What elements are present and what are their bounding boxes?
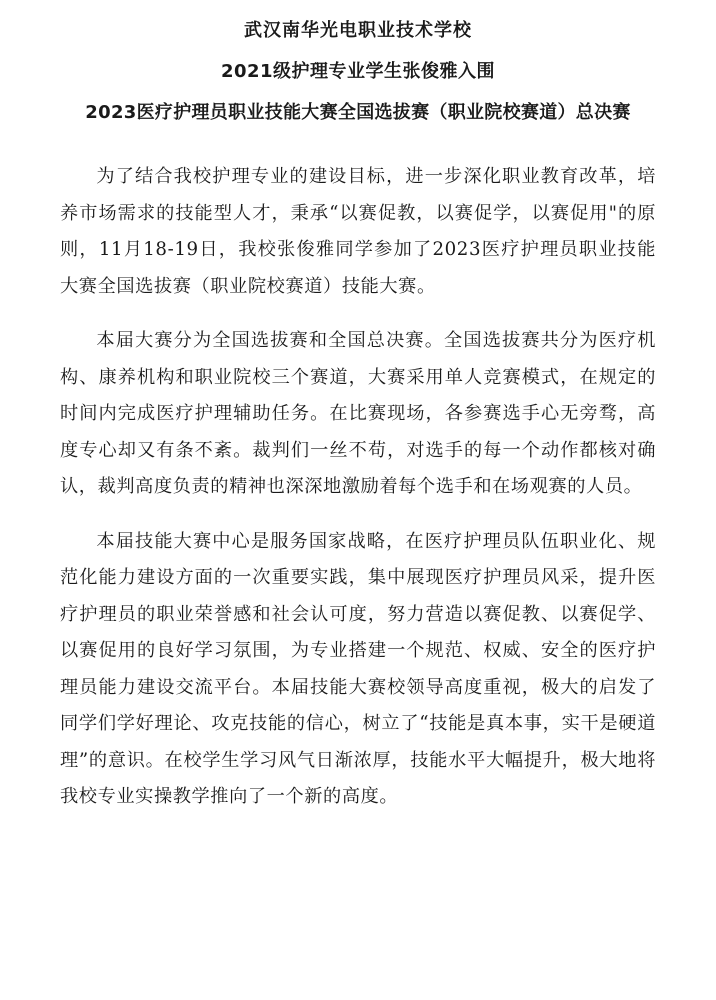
paragraph-2: 本届大赛分为全国选拔赛和全国总决赛。全国选拔赛共分为医疗机构、康养机构和职业院校三个赛道，大赛采用单人竞赛模式，在规定的时间内完成医疗护理辅助任务。在比赛现场，各参赛选手心无旁骛，高度专心却又有条不紊。裁判们一丝不苟，对选手的每一个动作都核对确认，裁判高度负责的精神也深深地激励着每个选手和在场观赛的人员。 — [60, 330, 656, 497]
paragraph-3: 本届技能大赛中心是服务国家战略，在医疗护理员队伍职业化、规范化能力建设方面的一次重要实践，集中展现医疗护理员风采，提升医疗护理员的职业荣誉感和社会认可度，努力营造以赛促教、以赛促学、以赛促用的良好学习氛围，为专业搭建一个规范、权威、安全的医疗护理员能力建设交流平台。本届技能大赛校领导高度重视，极大的启发了同学们学好理论、攻克技能的信心，树立了“技能是真本事，实干是硬道理”的意识。在校学生学习风气日渐浓厚，技能水平大幅提升，极大地将我校专业实操教学推向了一个新的高度。 — [60, 530, 656, 807]
article-body — [60, 159, 656, 816]
subheadline: 2023医疗护理员职业技能大赛全国选拔赛（职业院校赛道）总决赛 — [85, 102, 631, 123]
document-header — [60, 18, 656, 125]
paragraph-1: 为了结合我校护理专业的建设目标，进一步深化职业教育改革，培养市场需求的技能型人才，秉承“以赛促教，以赛促学，以赛促用"的原则，11月18-19日，我校张俊雅同学参加了2023医疗护理员职业技能大赛全国选拔赛（职业院校赛道）技能大赛。 — [60, 166, 656, 297]
headline: 2021级护理专业学生张俊雅入围 — [220, 61, 496, 82]
school-name: 武汉南华光电职业技术学校 — [244, 20, 472, 41]
